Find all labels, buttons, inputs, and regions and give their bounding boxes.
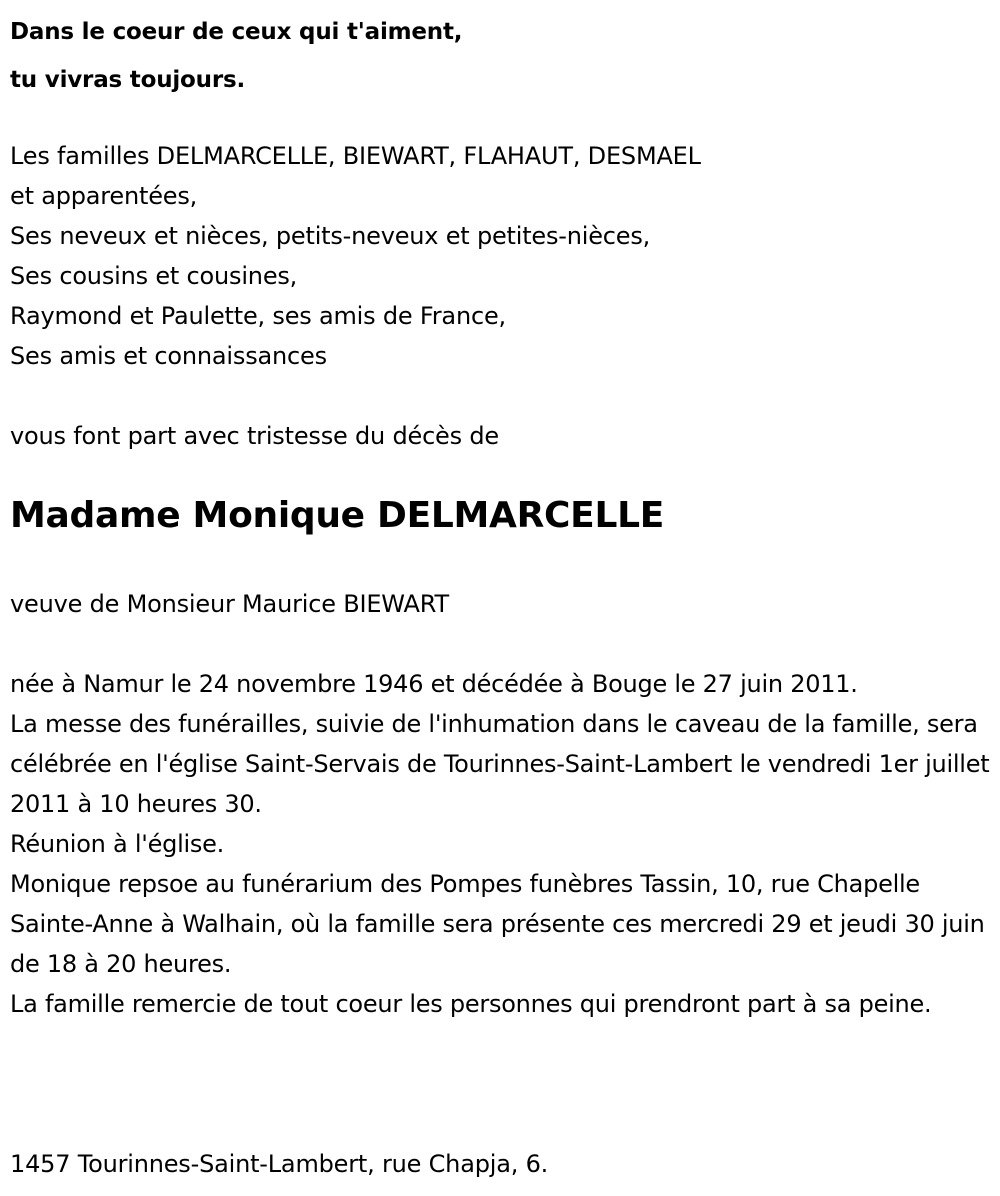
epigraph	[10, 8, 462, 104]
family-line: et apparentées,	[10, 182, 198, 210]
epigraph-line-1: Dans le coeur de ceux qui t'aiment,	[10, 19, 463, 45]
epigraph-line-2: tu vivras toujours.	[10, 67, 246, 93]
deceased-name: Madame Monique DELMARCELLE	[10, 495, 665, 536]
funeral-mass-paragraph: La messe des funérailles, suivie de l'inhumation dans le caveau de la famille, sera célébrée en l'église Saint-Servais de Tourinnes-Saint-Lambert le vendredi 1er juillet 2011 à 10 heures 30.	[10, 710, 990, 818]
family-line: Raymond et Paulette, ses amis de France,	[10, 302, 506, 330]
family-line: Ses cousins et cousines,	[10, 262, 298, 290]
family-line: Ses neveux et nièces, petits-neveux et petites-nièces,	[10, 222, 651, 250]
widow-of-text: veuve de Monsieur Maurice BIEWART	[10, 590, 449, 618]
family-list	[10, 136, 701, 376]
family-address: 1457 Tourinnes-Saint-Lambert, rue Chapja, 6.	[10, 1150, 549, 1178]
announcement-text: vous font part avec tristesse du décès de	[10, 422, 499, 450]
family-line: Ses amis et connaissances	[10, 342, 327, 370]
visitation-paragraph: Monique repsoe au funérarium des Pompes funèbres Tassin, 10, rue Chapelle Sainte-Anne à Walhain, où la famille sera présente ces mercredi 29 et jeudi 30 juin de 18 à 20 heures.	[10, 870, 985, 978]
meeting-paragraph: Réunion à l'église.	[10, 830, 225, 858]
family-line: Les familles DELMARCELLE, BIEWART, FLAHAUT, DESMAEL	[10, 142, 701, 170]
birth-death-paragraph: née à Namur le 24 novembre 1946 et décédée à Bouge le 27 juin 2011.	[10, 670, 858, 698]
thanks-paragraph: La famille remercie de tout coeur les personnes qui prendront part à sa peine.	[10, 990, 932, 1018]
notice-body	[10, 664, 990, 1024]
